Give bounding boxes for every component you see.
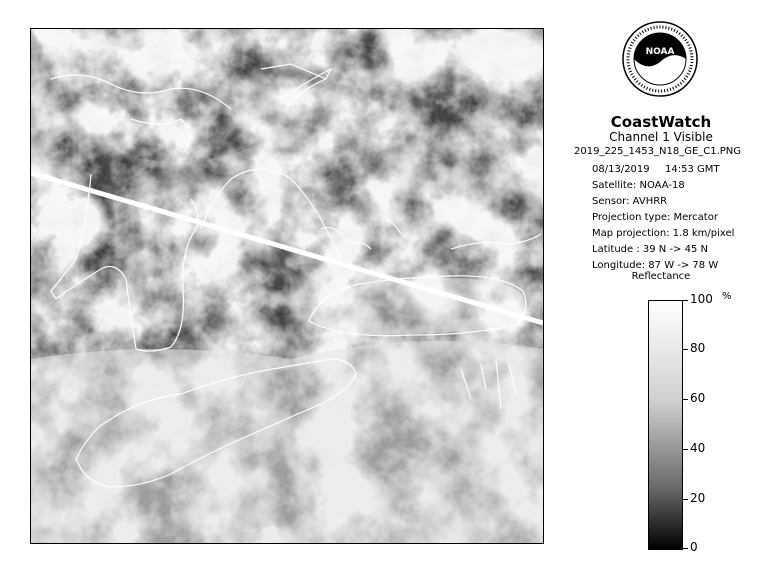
coastwatch-title: CoastWatch — [610, 113, 712, 131]
colorbar-tick — [683, 349, 688, 350]
channel-subtitle: Channel 1 Visible — [609, 130, 713, 144]
colorbar-tick-label: 80 — [690, 341, 706, 355]
colorbar-tick — [683, 399, 688, 400]
colorbar-label: Reflectance — [631, 271, 691, 282]
svg-text:NOAA: NOAA — [645, 47, 675, 57]
map-canvas — [31, 29, 543, 543]
colorbar-tick — [683, 499, 688, 500]
image-filename: 2019_225_1453_N18_GE_C1.PNG — [574, 146, 742, 157]
southern-cloud-band — [31, 341, 543, 543]
satellite-name: Satellite: NOAA-18 — [592, 180, 685, 191]
colorbar-tick-label: 60 — [690, 391, 706, 405]
colorbar-tick — [683, 449, 688, 450]
colorbar-tick-label: 100 — [690, 292, 713, 306]
latitude-range: Latitude : 39 N -> 45 N — [592, 244, 708, 255]
sensor-name: Sensor: AVHRR — [592, 196, 668, 207]
reflectance-colorbar — [648, 300, 683, 550]
noaa-logo — [621, 20, 699, 98]
colorbar-unit: % — [722, 291, 732, 302]
colorbar-tick — [683, 300, 688, 301]
map-projection: Map projection: 1.8 km/pixel — [592, 228, 735, 239]
acquisition-date: 08/13/2019 — [592, 164, 650, 175]
colorbar-tick-label: 40 — [690, 441, 706, 455]
longitude-range: Longitude: 87 W -> 78 W — [592, 260, 719, 271]
acquisition-time: 14:53 GMT — [665, 164, 720, 175]
colorbar-tick — [683, 548, 688, 549]
colorbar-tick-label: 20 — [690, 491, 706, 505]
colorbar-tick-label: 0 — [690, 540, 698, 554]
projection-type: Projection type: Mercator — [592, 212, 718, 223]
satellite-image-map — [30, 28, 544, 544]
